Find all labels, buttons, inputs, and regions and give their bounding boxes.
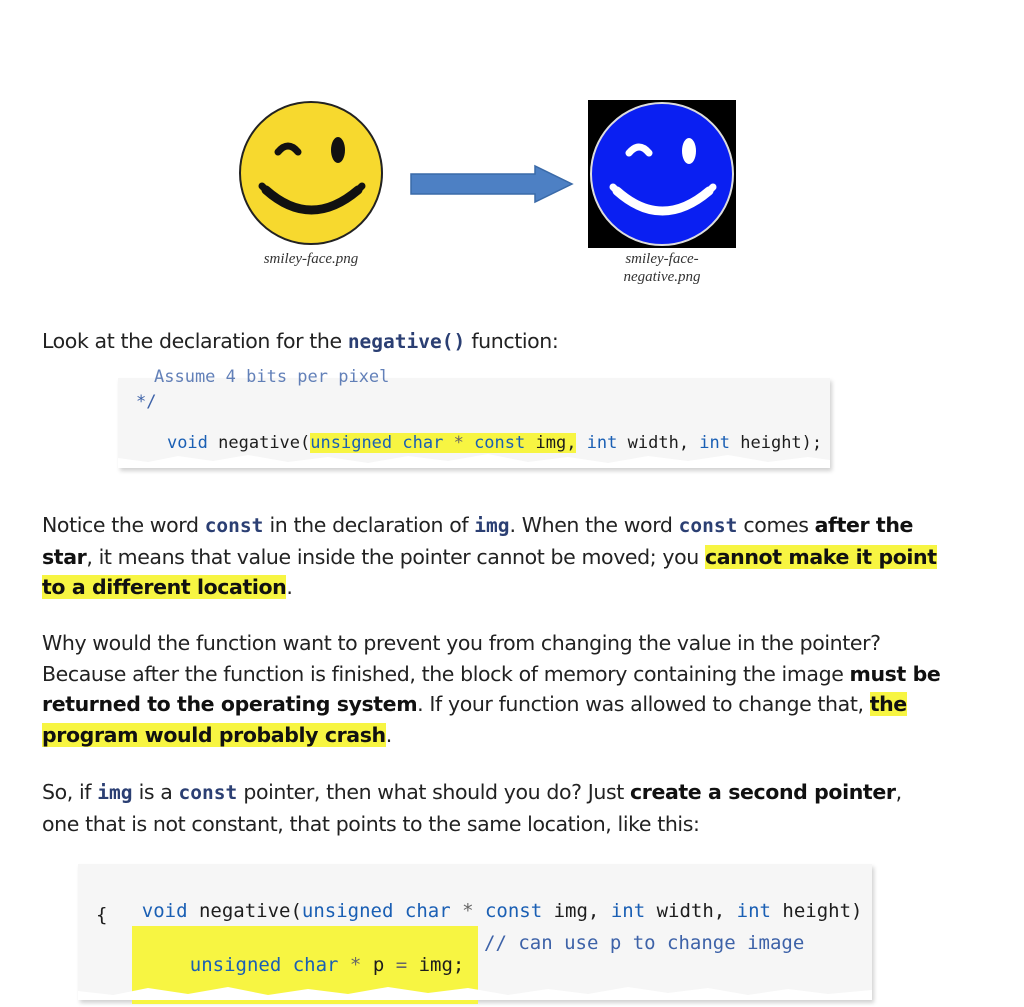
- text: So, if: [42, 780, 98, 804]
- var-img: img;: [418, 954, 465, 976]
- kw-unsigned: unsigned: [310, 433, 393, 453]
- text: pointer, then what should you do? Just: [237, 780, 630, 804]
- intro-text: [42, 326, 942, 358]
- text: .: [385, 722, 392, 747]
- kw-int: int: [586, 433, 618, 453]
- param-height: height);: [730, 433, 823, 453]
- code-img: img: [474, 514, 510, 537]
- right-caption-line2: negative.png: [623, 269, 701, 285]
- code-const: const: [678, 514, 738, 537]
- kw-const: const: [474, 433, 526, 453]
- kw-char: char: [393, 900, 451, 922]
- code-img: img: [97, 781, 133, 804]
- paragraph-solution: [42, 777, 942, 839]
- param-height: height): [770, 900, 863, 922]
- param-img: img,: [525, 433, 577, 453]
- paragraph-why: [42, 628, 942, 750]
- code-snippet-2: [78, 864, 872, 1000]
- var-p: p: [372, 954, 385, 976]
- arrow-right-icon: [410, 164, 575, 204]
- torn-edge-decoration: [118, 450, 830, 468]
- smiley-face-image: [236, 98, 386, 248]
- kw-void: void: [141, 900, 188, 922]
- op-star: *: [450, 900, 485, 922]
- kw-unsigned: unsigned: [189, 954, 282, 976]
- kw-int: int: [736, 900, 771, 922]
- code-snippet-1: [118, 367, 830, 468]
- torn-edge-decoration: [78, 982, 872, 1000]
- highlighted-text: the program would probably crash: [42, 692, 907, 747]
- kw-void: void: [166, 433, 208, 453]
- text: Notice the word: [42, 513, 205, 537]
- text: comes: [737, 513, 815, 537]
- comment-close: */: [136, 392, 157, 412]
- kw-char: char: [281, 954, 339, 976]
- intro-post: function:: [465, 329, 559, 353]
- text: Why would the function want to prevent you from changing the value in the pointer? Because after the function is finished, the block of memory containing the image: [42, 631, 881, 686]
- code-const: const: [178, 781, 238, 804]
- param-width: width,: [645, 900, 737, 922]
- kw-unsigned: unsigned: [301, 900, 394, 922]
- open-brace: {: [96, 904, 108, 926]
- code-comment: // can use p to change image: [484, 932, 805, 954]
- text: , one that is not constant, that points to the same location, like this:: [42, 780, 902, 836]
- code-const: const: [204, 514, 264, 537]
- paragraph-const-explanation: [42, 510, 942, 603]
- op-eq: =: [384, 954, 419, 976]
- intro-code: negative(): [347, 330, 466, 353]
- text: in the declaration of: [263, 513, 475, 537]
- text: .: [286, 575, 293, 599]
- param-width: width,: [617, 433, 700, 453]
- intro-pre: Look at the declaration for the: [42, 329, 348, 353]
- kw-const: const: [484, 900, 543, 922]
- kw-int: int: [610, 900, 646, 922]
- text: . When the word: [509, 513, 679, 537]
- kw-char: char: [392, 433, 444, 453]
- highlighted-text: cannot make it point to a different location: [42, 544, 937, 599]
- param-img: img,: [542, 900, 611, 922]
- text: is a: [132, 780, 179, 804]
- fn-name: negative(: [207, 433, 311, 453]
- bold-text: after the star: [42, 513, 914, 569]
- bold-text: create a second pointer: [630, 780, 896, 804]
- text: . If your function was allowed to change that,: [417, 692, 870, 716]
- op-star: *: [338, 954, 373, 976]
- text: , it means that value inside the pointer cannot be moved; you: [86, 544, 705, 569]
- bold-text: must be returned to the operating system: [42, 661, 941, 716]
- right-caption-line1: smiley-face-: [625, 251, 699, 267]
- left-caption: smiley-face.png: [263, 251, 359, 267]
- kw-int: int: [699, 433, 731, 453]
- fn-name: negative(: [187, 900, 302, 922]
- negative-smiley-image: [588, 100, 736, 248]
- clipped-comment-line: Assume 4 bits per pixel: [154, 367, 390, 387]
- op-star: *: [443, 433, 475, 453]
- right-caption: [582, 250, 742, 286]
